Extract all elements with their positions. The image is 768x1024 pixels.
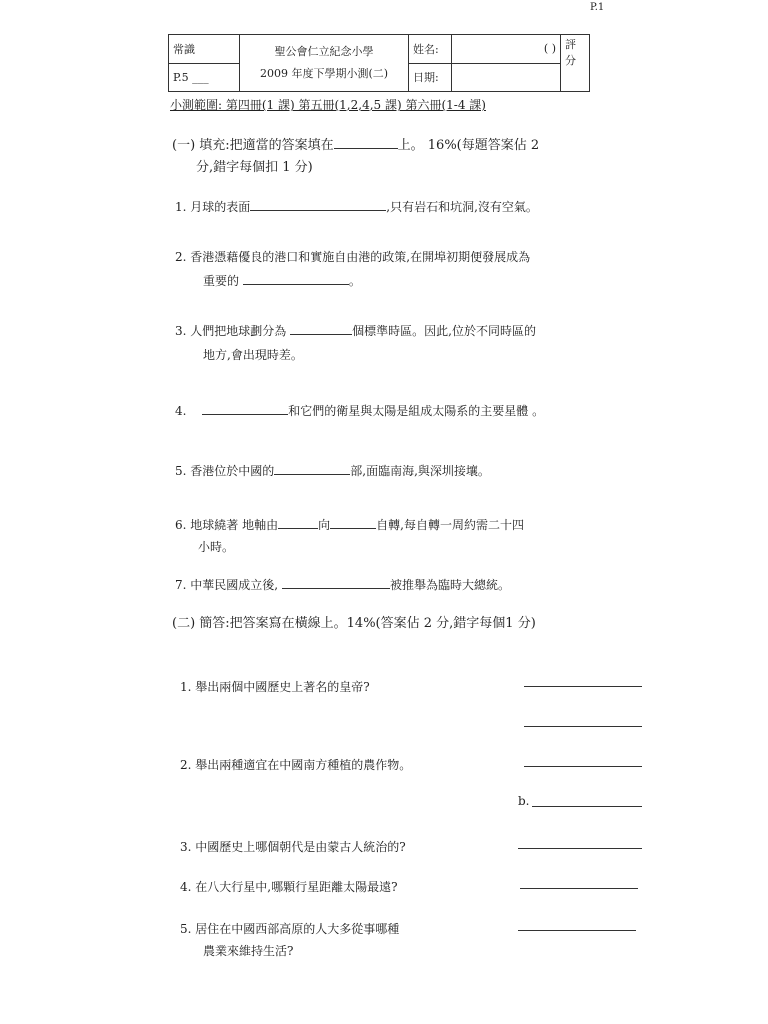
section1-title: (一) 填充:把適當的答案填在 上。 16%(每題答案佔 2	[172, 138, 540, 153]
class-cell: P.5 ___	[169, 63, 240, 92]
short-question-4: 4. 在八大行星中,哪顆行星距離太陽最遠?	[180, 880, 398, 894]
title-blank	[334, 136, 398, 149]
fill-question-2-cont: 重要的 。	[203, 274, 361, 288]
page-number: P.1	[590, 2, 605, 13]
school-name: 聖公會仁立紀念小學	[274, 45, 374, 58]
short-question-2: 2. 舉出兩種適宜在中國南方種植的農作物。	[180, 758, 412, 772]
answer-line-4[interactable]	[520, 888, 638, 889]
answer-line-2a[interactable]	[524, 766, 642, 767]
school-cell	[240, 35, 409, 92]
fill-question-6: 6. 地球繞著 地軸由 向 自轉,每自轉一周約需二十四	[175, 518, 524, 532]
answer-line-1b[interactable]	[524, 726, 642, 727]
answer-line-1a[interactable]	[524, 686, 642, 687]
fill-question-2: 2. 香港憑藉優良的港口和實施自由港的政策,在開埠初期便發展成為	[175, 250, 531, 264]
answer-line-3[interactable]	[518, 848, 642, 849]
answer-blank-2[interactable]	[243, 272, 349, 285]
answer-blank-6a[interactable]	[278, 516, 318, 529]
exam-title: 2009 年度下學期小測(二)	[259, 67, 389, 80]
fill-question-7: 7. 中華民國成立後, 被推舉為臨時大總統。	[175, 578, 510, 592]
fill-question-3-cont: 地方,會出現時差。	[203, 348, 303, 362]
fill-question-4: 4. 和它們的衛星與太陽是組成太陽系的主要星體 。	[175, 404, 545, 418]
date-label: 日期:	[409, 63, 452, 92]
short-question-3: 3. 中國歷史上哪個朝代是由蒙古人統治的?	[180, 840, 406, 854]
header-table	[168, 34, 590, 92]
answer-blank-3[interactable]	[290, 322, 352, 335]
answer-blank-5[interactable]	[274, 462, 350, 475]
fill-question-5: 5. 香港位於中國的 部,面臨南海,與深圳接壤。	[175, 464, 490, 478]
section1-title-cont: 分,錯字每個扣 1 分)	[196, 160, 313, 175]
answer-blank-1[interactable]	[250, 198, 386, 211]
name-field[interactable]: ( )	[452, 35, 561, 64]
short-question-5-cont: 農業來維持生活?	[203, 944, 294, 958]
score-field[interactable]: 評分	[561, 35, 590, 92]
name-label: 姓名:	[409, 35, 452, 64]
short-question-1: 1. 舉出兩個中國歷史上著名的皇帝?	[180, 680, 370, 694]
date-field[interactable]	[452, 63, 561, 92]
subject-cell: 常識	[169, 35, 240, 64]
fill-question-6-cont: 小時。	[198, 540, 235, 554]
answer-line-2b[interactable]	[532, 806, 642, 807]
fill-question-3: 3. 人們把地球劃分為 個標準時區。因此,位於不同時區的	[175, 324, 536, 338]
answer-blank-7[interactable]	[282, 576, 390, 589]
answer-blank-6b[interactable]	[330, 516, 376, 529]
answer-blank-4[interactable]	[202, 402, 288, 415]
answer-line-5[interactable]	[518, 930, 636, 931]
test-scope: 小測範圍: 第四冊(1 課) 第五冊(1,2,4,5 課) 第六冊(1-4 課)	[170, 98, 486, 112]
section2-title: (二) 簡答:把答案寫在橫線上。14%(答案佔 2 分,錯字每個1 分)	[172, 616, 536, 631]
answer-label-b: b.	[518, 794, 530, 808]
fill-question-1: 1. 月球的表面 ,只有岩石和坑洞,沒有空氣。	[175, 200, 538, 214]
short-question-5: 5. 居住在中國西部高原的人大多從事哪種	[180, 922, 400, 936]
